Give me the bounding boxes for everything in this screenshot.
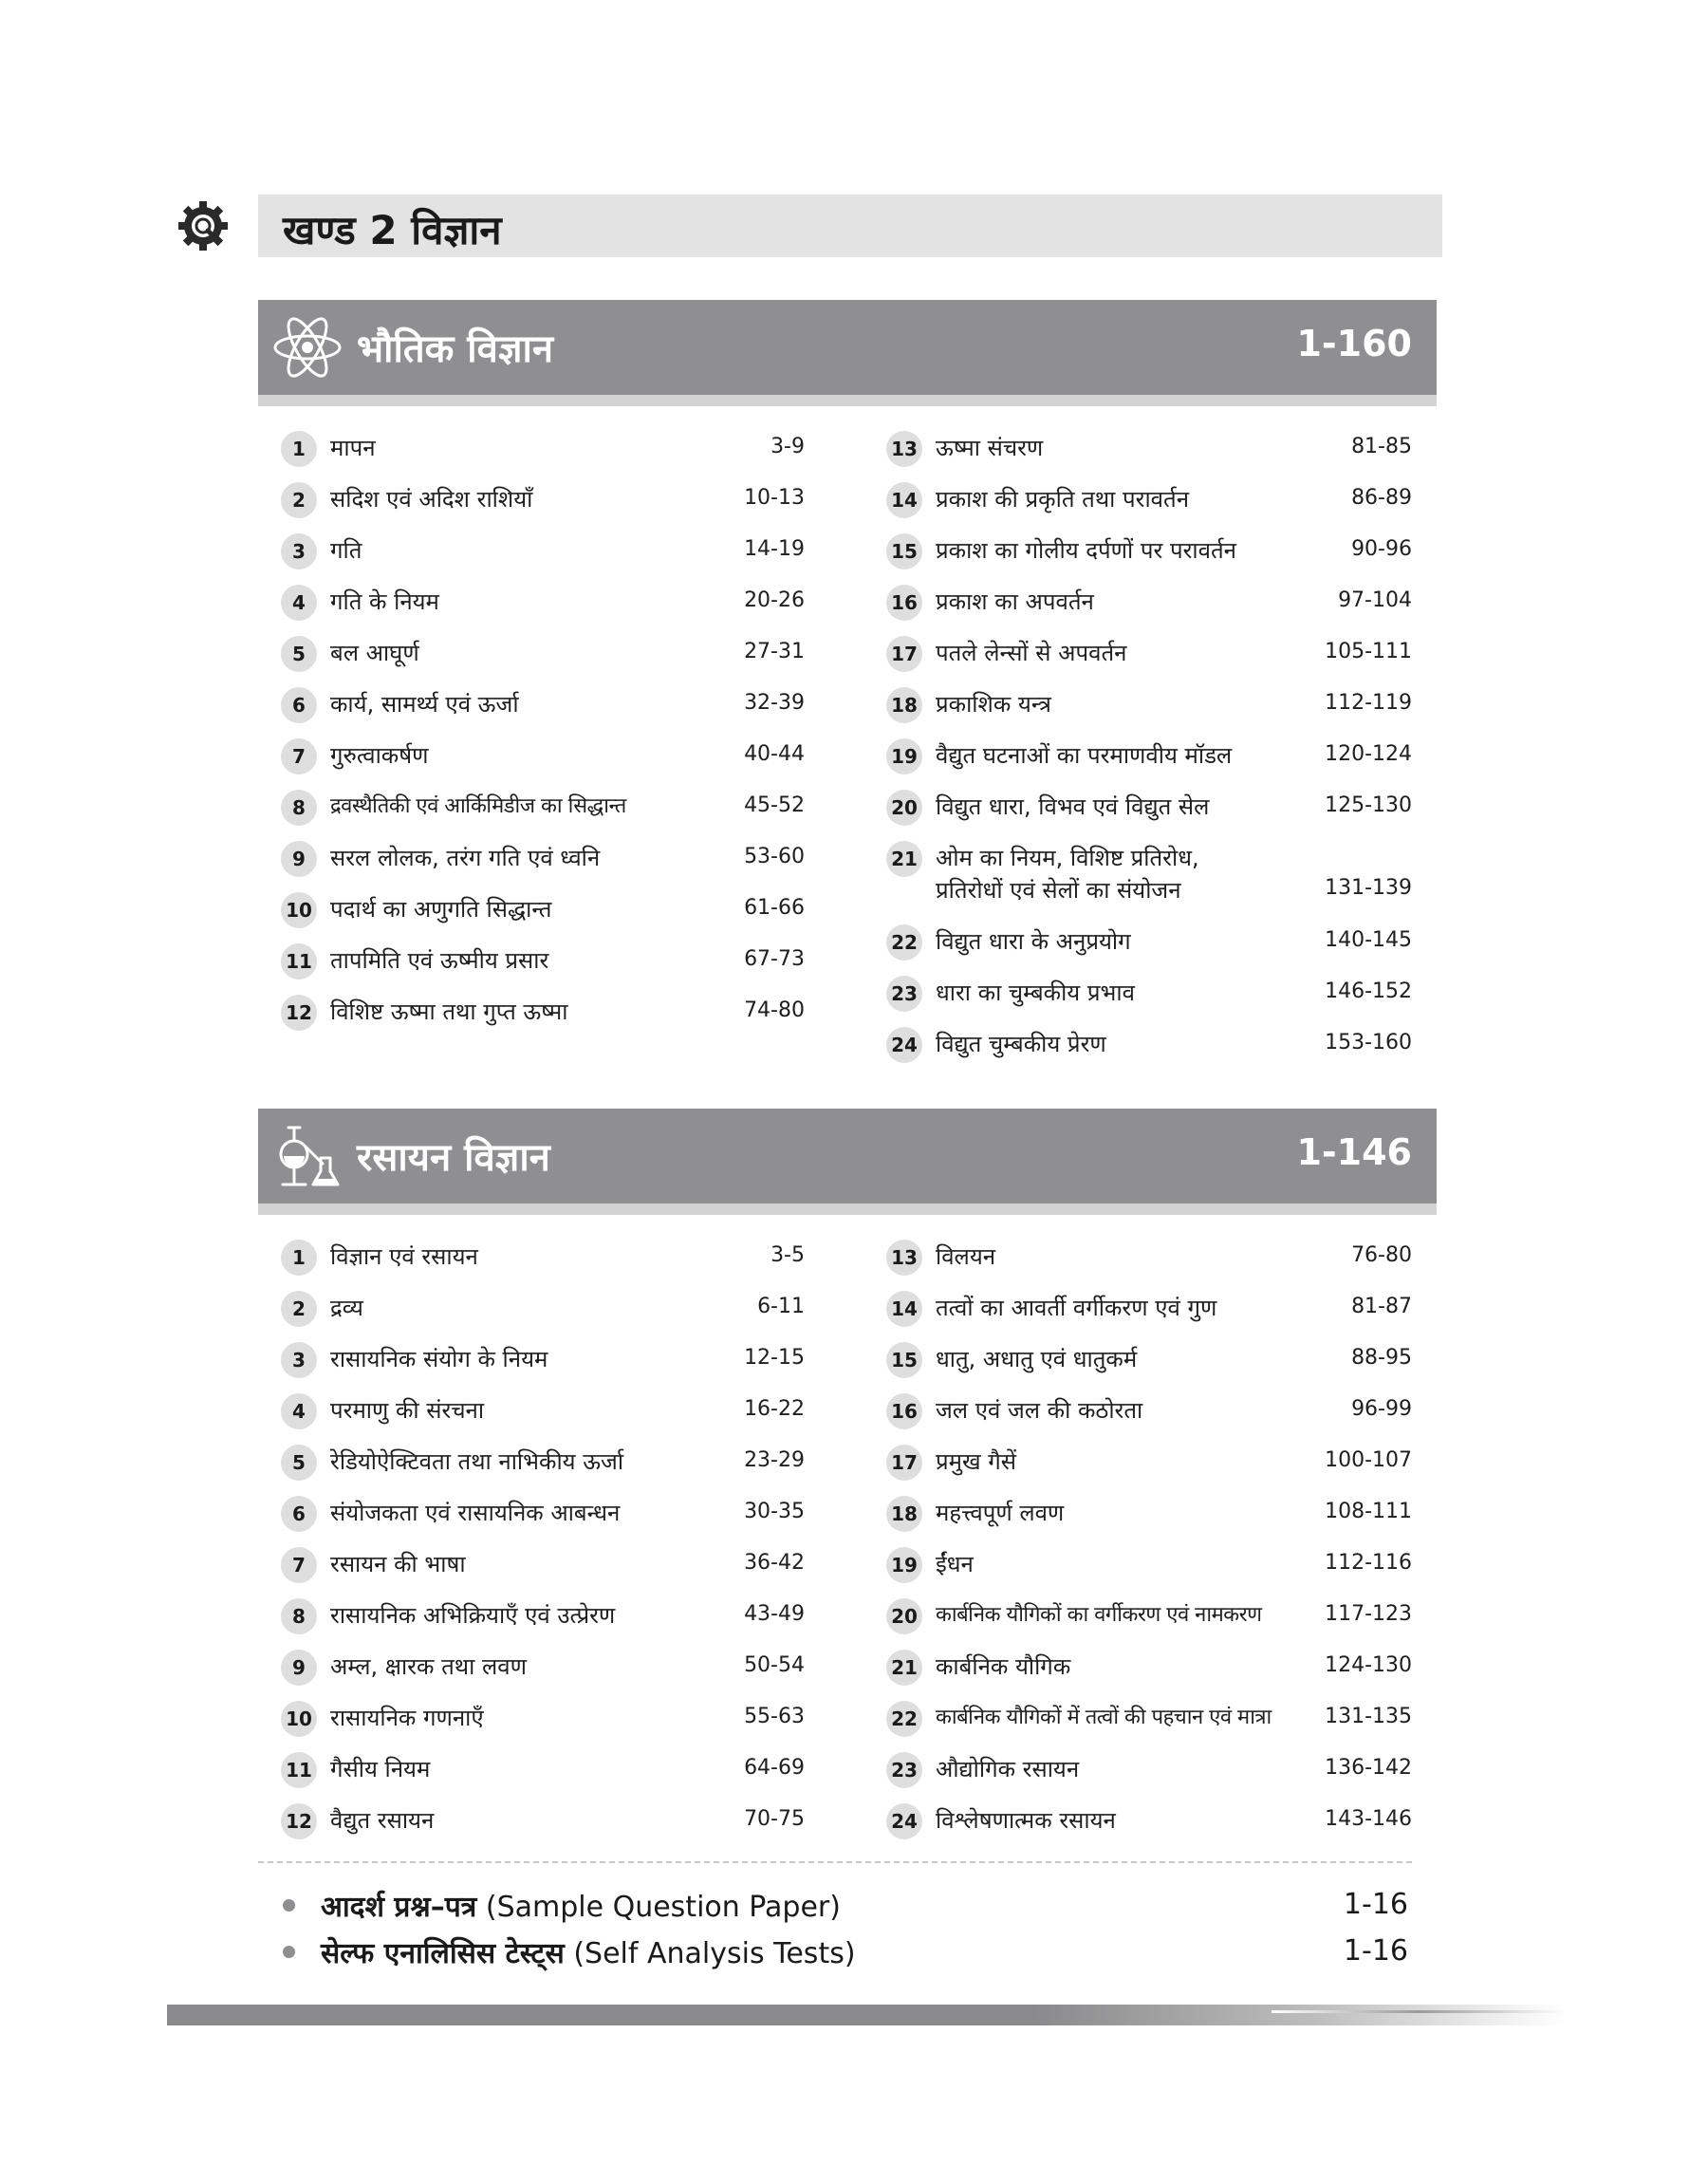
chapter-number: 1 <box>281 1240 317 1276</box>
chapter-title: विद्युत धारा के अनुप्रयोग <box>936 928 1131 955</box>
toc-row[interactable] <box>886 1489 1412 1540</box>
chapter-title: पतले लेन्सों से अपवर्तन <box>936 640 1127 666</box>
toc-row[interactable] <box>281 1797 805 1848</box>
gear-magnifier-icon <box>176 199 233 256</box>
toc-row[interactable] <box>886 1592 1412 1643</box>
page-range: 1-16 <box>1343 1934 1408 1968</box>
toc-row[interactable] <box>281 1592 805 1643</box>
chapter-title: बल आघूर्ण <box>330 640 419 666</box>
extra-title-hindi: आदर्श प्रश्न–पत्र <box>321 1891 477 1924</box>
chapter-number: 24 <box>886 1027 922 1063</box>
chapter-title: रासायनिक गणनाएँ <box>330 1705 484 1731</box>
chapter-number: 21 <box>886 841 922 877</box>
chapter-title: कार्बनिक यौगिक <box>936 1653 1071 1680</box>
toc-row[interactable] <box>281 476 805 527</box>
chapter-number: 15 <box>886 533 922 569</box>
toc-row[interactable] <box>886 578 1412 629</box>
chapter-number: 16 <box>886 1393 922 1429</box>
chemistry-section-title: रसायन विज्ञान <box>357 1136 550 1180</box>
chapter-number: 4 <box>281 585 317 621</box>
extra-title-english: (Self Analysis Tests) <box>564 1937 856 1970</box>
toc-row[interactable] <box>886 918 1412 969</box>
footer-accent-line <box>1272 2010 1566 2013</box>
chapter-number: 5 <box>281 636 317 672</box>
physics-chapter-list-left <box>281 424 805 1039</box>
chapter-number: 20 <box>886 790 922 826</box>
chapter-title: सरल लोलक, तरंग गति एवं ध्वनि <box>330 845 601 871</box>
chapter-title: विद्युत धारा, विभव एवं विद्युत सेल <box>936 793 1210 820</box>
chapter-title: मापन <box>330 435 376 461</box>
chapter-number: 10 <box>281 1701 317 1737</box>
page-range: 1-16 <box>1343 1888 1408 1921</box>
chapter-title: वैद्युत रसायन <box>330 1807 435 1834</box>
page-range: 112-119 <box>1325 691 1412 715</box>
chapter-number: 6 <box>281 1496 317 1532</box>
page-range: 143-146 <box>1325 1807 1412 1831</box>
page-range: 67-73 <box>744 947 805 971</box>
toc-row[interactable] <box>886 1438 1412 1489</box>
page-range: 64-69 <box>744 1756 805 1780</box>
toc-row[interactable] <box>281 1335 805 1387</box>
page-range: 3-9 <box>770 435 805 458</box>
chapter-number: 21 <box>886 1650 922 1686</box>
chapter-number: 9 <box>281 841 317 877</box>
page-range: 61-66 <box>744 896 805 920</box>
chapter-title: महत्त्वपूर्ण लवण <box>936 1500 1065 1526</box>
chapter-title: विश्लेषणात्मक रसायन <box>936 1807 1116 1834</box>
bullet-icon <box>283 1946 295 1958</box>
chapter-title: कार्य, सामर्थ्य एवं ऊर्जा <box>330 691 519 718</box>
chapter-title: प्रकाश का गोलीय दर्पणों पर परावर्तन <box>936 537 1236 564</box>
chapter-number: 15 <box>886 1342 922 1378</box>
toc-row[interactable] <box>281 578 805 629</box>
toc-row[interactable] <box>886 1643 1412 1694</box>
extra-title-english: (Sample Question Paper) <box>476 1891 841 1924</box>
chapter-title: तापमिति एवं ऊष्मीय प्रसार <box>330 947 549 974</box>
toc-row[interactable] <box>886 732 1412 783</box>
chapter-number: 11 <box>281 943 317 980</box>
toc-row[interactable] <box>886 476 1412 527</box>
page-range: 32-39 <box>744 691 805 715</box>
chapter-title: ओम का नियम, विशिष्ट प्रतिरोध, प्रतिरोधों एवं सेलों का संयोजन <box>936 845 1199 904</box>
toc-row[interactable] <box>886 1745 1412 1797</box>
chemistry-section-bar <box>258 1109 1437 1203</box>
page-range: 27-31 <box>744 640 805 663</box>
page-range: 120-124 <box>1325 742 1412 766</box>
toc-row[interactable] <box>886 783 1412 834</box>
page-range: 55-63 <box>744 1705 805 1728</box>
chapter-title: अम्ल, क्षारक तथा लवण <box>330 1653 527 1680</box>
toc-row[interactable] <box>886 1284 1412 1335</box>
page-range: 70-75 <box>744 1807 805 1831</box>
chapter-number: 22 <box>886 1701 922 1737</box>
page-range: 23-29 <box>744 1448 805 1472</box>
page-range: 125-130 <box>1325 793 1412 817</box>
page-range: 153-160 <box>1325 1031 1412 1054</box>
toc-row[interactable] <box>281 1438 805 1489</box>
chapter-number: 7 <box>281 1547 317 1583</box>
page-range: 74-80 <box>744 998 805 1022</box>
part-header <box>180 195 1442 257</box>
chapter-number: 20 <box>886 1598 922 1634</box>
dashed-divider <box>258 1861 1412 1863</box>
page-range: 40-44 <box>744 742 805 766</box>
chapter-title: गैसीय नियम <box>330 1756 431 1782</box>
chemistry-page-range: 1-146 <box>1296 1131 1412 1173</box>
physics-chapter-list-right <box>886 424 1412 1072</box>
toc-row[interactable] <box>886 969 1412 1020</box>
page-range: 140-145 <box>1325 928 1412 952</box>
chapter-number: 2 <box>281 482 317 518</box>
chapter-number: 19 <box>886 1547 922 1583</box>
toc-row[interactable] <box>886 681 1412 732</box>
chapter-title: धारा का चुम्बकीय प्रभाव <box>936 980 1135 1006</box>
flask-icon <box>269 1118 345 1194</box>
chemistry-chapter-list-right <box>886 1233 1412 1848</box>
chapter-title: प्रकाश की प्रकृति तथा परावर्तन <box>936 486 1190 513</box>
self-analysis-entry[interactable] <box>283 1932 1408 1976</box>
page-range: 131-135 <box>1325 1705 1412 1728</box>
bullet-icon <box>283 1899 295 1912</box>
chapter-number: 22 <box>886 924 922 961</box>
chapter-title: द्रवस्थैतिकी एवं आर्किमिडीज का सिद्धान्त <box>330 794 626 818</box>
chapter-title: द्रव्य <box>330 1295 363 1321</box>
chapter-title: गति <box>330 537 362 564</box>
chapter-number: 8 <box>281 1598 317 1634</box>
chapter-number: 7 <box>281 738 317 774</box>
physics-section-bar <box>258 300 1437 395</box>
chapter-number: 11 <box>281 1752 317 1788</box>
chapter-title: विज्ञान एवं रसायन <box>330 1243 478 1270</box>
page-range: 105-111 <box>1325 640 1412 663</box>
toc-row[interactable] <box>886 1020 1412 1072</box>
chapter-title: कार्बनिक यौगिकों का वर्गीकरण एवं नामकरण <box>936 1603 1262 1627</box>
chapter-number: 24 <box>886 1803 922 1839</box>
page-range: 117-123 <box>1325 1602 1412 1626</box>
chapter-number: 19 <box>886 738 922 774</box>
chapter-number: 4 <box>281 1393 317 1429</box>
page-range: 20-26 <box>744 588 805 612</box>
page-range: 14-19 <box>744 537 805 561</box>
chapter-title: सदिश एवं अदिश राशियाँ <box>330 486 533 513</box>
chapter-number: 14 <box>886 482 922 518</box>
toc-row[interactable] <box>281 527 805 578</box>
chapter-number: 16 <box>886 585 922 621</box>
toc-row[interactable] <box>281 732 805 783</box>
footer-bar <box>167 2005 1566 2025</box>
page-range: 76-80 <box>1351 1243 1412 1267</box>
page-range: 81-85 <box>1351 435 1412 458</box>
toc-row[interactable] <box>281 1284 805 1335</box>
chapter-title: रासायनिक संयोग के नियम <box>330 1346 548 1372</box>
toc-row[interactable] <box>281 937 805 988</box>
atom-icon <box>269 309 345 385</box>
extra-title <box>321 1886 841 1925</box>
page-range: 50-54 <box>744 1653 805 1677</box>
toc-row[interactable] <box>886 1387 1412 1438</box>
chapter-title: प्रकाशिक यन्त्र <box>936 691 1051 718</box>
toc-row[interactable] <box>886 1540 1412 1592</box>
chapter-title: वैद्युत घटनाओं का परमाणवीय मॉडल <box>936 742 1233 769</box>
chapter-title: पदार्थ का अणुगति सिद्धान्त <box>330 896 552 923</box>
page-range: 124-130 <box>1325 1653 1412 1677</box>
physics-page-range: 1-160 <box>1296 323 1412 364</box>
toc-row[interactable] <box>281 629 805 681</box>
chapter-number: 3 <box>281 1342 317 1378</box>
toc-row[interactable] <box>281 1643 805 1694</box>
page-range: 112-116 <box>1325 1551 1412 1575</box>
chapter-number: 8 <box>281 790 317 826</box>
page-range: 6-11 <box>757 1295 805 1318</box>
page-range: 53-60 <box>744 845 805 868</box>
chapter-title: संयोजकता एवं रासायनिक आबन्धन <box>330 1500 621 1526</box>
extra-title-hindi: सेल्फ एनालिसिस टेस्ट्स <box>321 1937 565 1970</box>
chapter-number: 17 <box>886 1445 922 1481</box>
page-range: 108-111 <box>1325 1500 1412 1523</box>
toc-row[interactable] <box>886 1797 1412 1848</box>
chapter-title: धातु, अधातु एवं धातुकर्म <box>936 1346 1138 1372</box>
toc-row[interactable] <box>281 988 805 1039</box>
page-range: 12-15 <box>744 1346 805 1370</box>
chapter-title: विशिष्ट ऊष्मा तथा गुप्त ऊष्मा <box>330 998 568 1025</box>
toc-row[interactable] <box>886 424 1412 476</box>
chapter-title: गति के नियम <box>330 588 439 615</box>
page-range: 131-139 <box>1325 876 1412 900</box>
chapter-title: कार्बनिक यौगिकों में तत्वों की पहचान एवं मात्रा <box>936 1706 1272 1729</box>
toc-row[interactable] <box>886 1335 1412 1387</box>
toc-row[interactable] <box>886 1694 1412 1745</box>
toc-row[interactable] <box>281 1387 805 1438</box>
chapter-number: 18 <box>886 1496 922 1532</box>
chapter-number: 6 <box>281 687 317 723</box>
toc-row[interactable] <box>281 886 805 937</box>
toc-row[interactable] <box>886 834 1412 918</box>
chapter-title: रेडियोऐक्टिवता तथा नाभिकीय ऊर्जा <box>330 1448 624 1475</box>
chapter-number: 3 <box>281 533 317 569</box>
page-range: 36-42 <box>744 1551 805 1575</box>
page-range: 100-107 <box>1325 1448 1412 1472</box>
toc-row[interactable] <box>281 1540 805 1592</box>
chapter-title: औद्योगिक रसायन <box>936 1756 1080 1782</box>
toc-row[interactable] <box>281 1489 805 1540</box>
page-range: 96-99 <box>1351 1397 1412 1421</box>
page-range: 97-104 <box>1338 588 1412 612</box>
chapter-title: विद्युत चुम्बकीय प्रेरण <box>936 1031 1106 1057</box>
chapter-title: प्रमुख गैसें <box>936 1448 1017 1475</box>
chapter-title: परमाणु की संरचना <box>330 1397 485 1424</box>
chapter-number: 9 <box>281 1650 317 1686</box>
chapter-number: 1 <box>281 431 317 467</box>
toc-row[interactable] <box>281 834 805 886</box>
chapter-number: 23 <box>886 1752 922 1788</box>
page-range: 90-96 <box>1351 537 1412 561</box>
page-range: 86-89 <box>1351 486 1412 510</box>
chapter-title: रसायन की भाषा <box>330 1551 466 1577</box>
page-range: 136-142 <box>1325 1756 1412 1780</box>
chapter-number: 12 <box>281 995 317 1031</box>
sample-paper-entry[interactable] <box>283 1886 1408 1930</box>
page-range: 81-87 <box>1351 1295 1412 1318</box>
page-range: 3-5 <box>770 1243 805 1267</box>
toc-row[interactable] <box>886 527 1412 578</box>
chapter-title: जल एवं जल की कठोरता <box>936 1397 1143 1424</box>
page-range: 45-52 <box>744 793 805 817</box>
toc-row[interactable] <box>281 681 805 732</box>
page-range: 16-22 <box>744 1397 805 1421</box>
physics-section-title: भौतिक विज्ञान <box>357 327 554 371</box>
page-title: खण्ड 2 विज्ञान <box>283 207 502 253</box>
page-range: 43-49 <box>744 1602 805 1626</box>
toc-row[interactable] <box>886 1233 1412 1284</box>
chapter-title: तत्वों का आवर्ती वर्गीकरण एवं गुण <box>936 1295 1217 1321</box>
chemistry-chapter-list-left <box>281 1233 805 1848</box>
chapter-title: ईंधन <box>936 1551 974 1577</box>
chapter-number: 5 <box>281 1445 317 1481</box>
chapter-number: 2 <box>281 1291 317 1327</box>
page-range: 10-13 <box>744 486 805 510</box>
chapter-number: 13 <box>886 431 922 467</box>
page-range: 146-152 <box>1325 980 1412 1003</box>
chapter-number: 14 <box>886 1291 922 1327</box>
chapter-number: 18 <box>886 687 922 723</box>
page-range: 88-95 <box>1351 1346 1412 1370</box>
toc-row[interactable] <box>281 1233 805 1284</box>
extra-title <box>321 1932 856 1971</box>
chapter-title: ऊष्मा संचरण <box>936 435 1044 461</box>
chapter-number: 10 <box>281 892 317 928</box>
chapter-number: 23 <box>886 976 922 1012</box>
toc-row[interactable] <box>281 424 805 476</box>
page-range: 30-35 <box>744 1500 805 1523</box>
chapter-title: प्रकाश का अपवर्तन <box>936 588 1094 615</box>
chapter-number: 17 <box>886 636 922 672</box>
chapter-title: गुरुत्वाकर्षण <box>330 742 429 769</box>
chapter-number: 13 <box>886 1240 922 1276</box>
chapter-title: विलयन <box>936 1243 996 1270</box>
toc-row[interactable] <box>886 629 1412 681</box>
toc-row[interactable] <box>281 1745 805 1797</box>
toc-row[interactable] <box>281 1694 805 1745</box>
chapter-number: 12 <box>281 1803 317 1839</box>
chapter-title: रासायनिक अभिक्रियाएँ एवं उत्प्रेरण <box>330 1602 616 1629</box>
toc-row[interactable] <box>281 783 805 834</box>
